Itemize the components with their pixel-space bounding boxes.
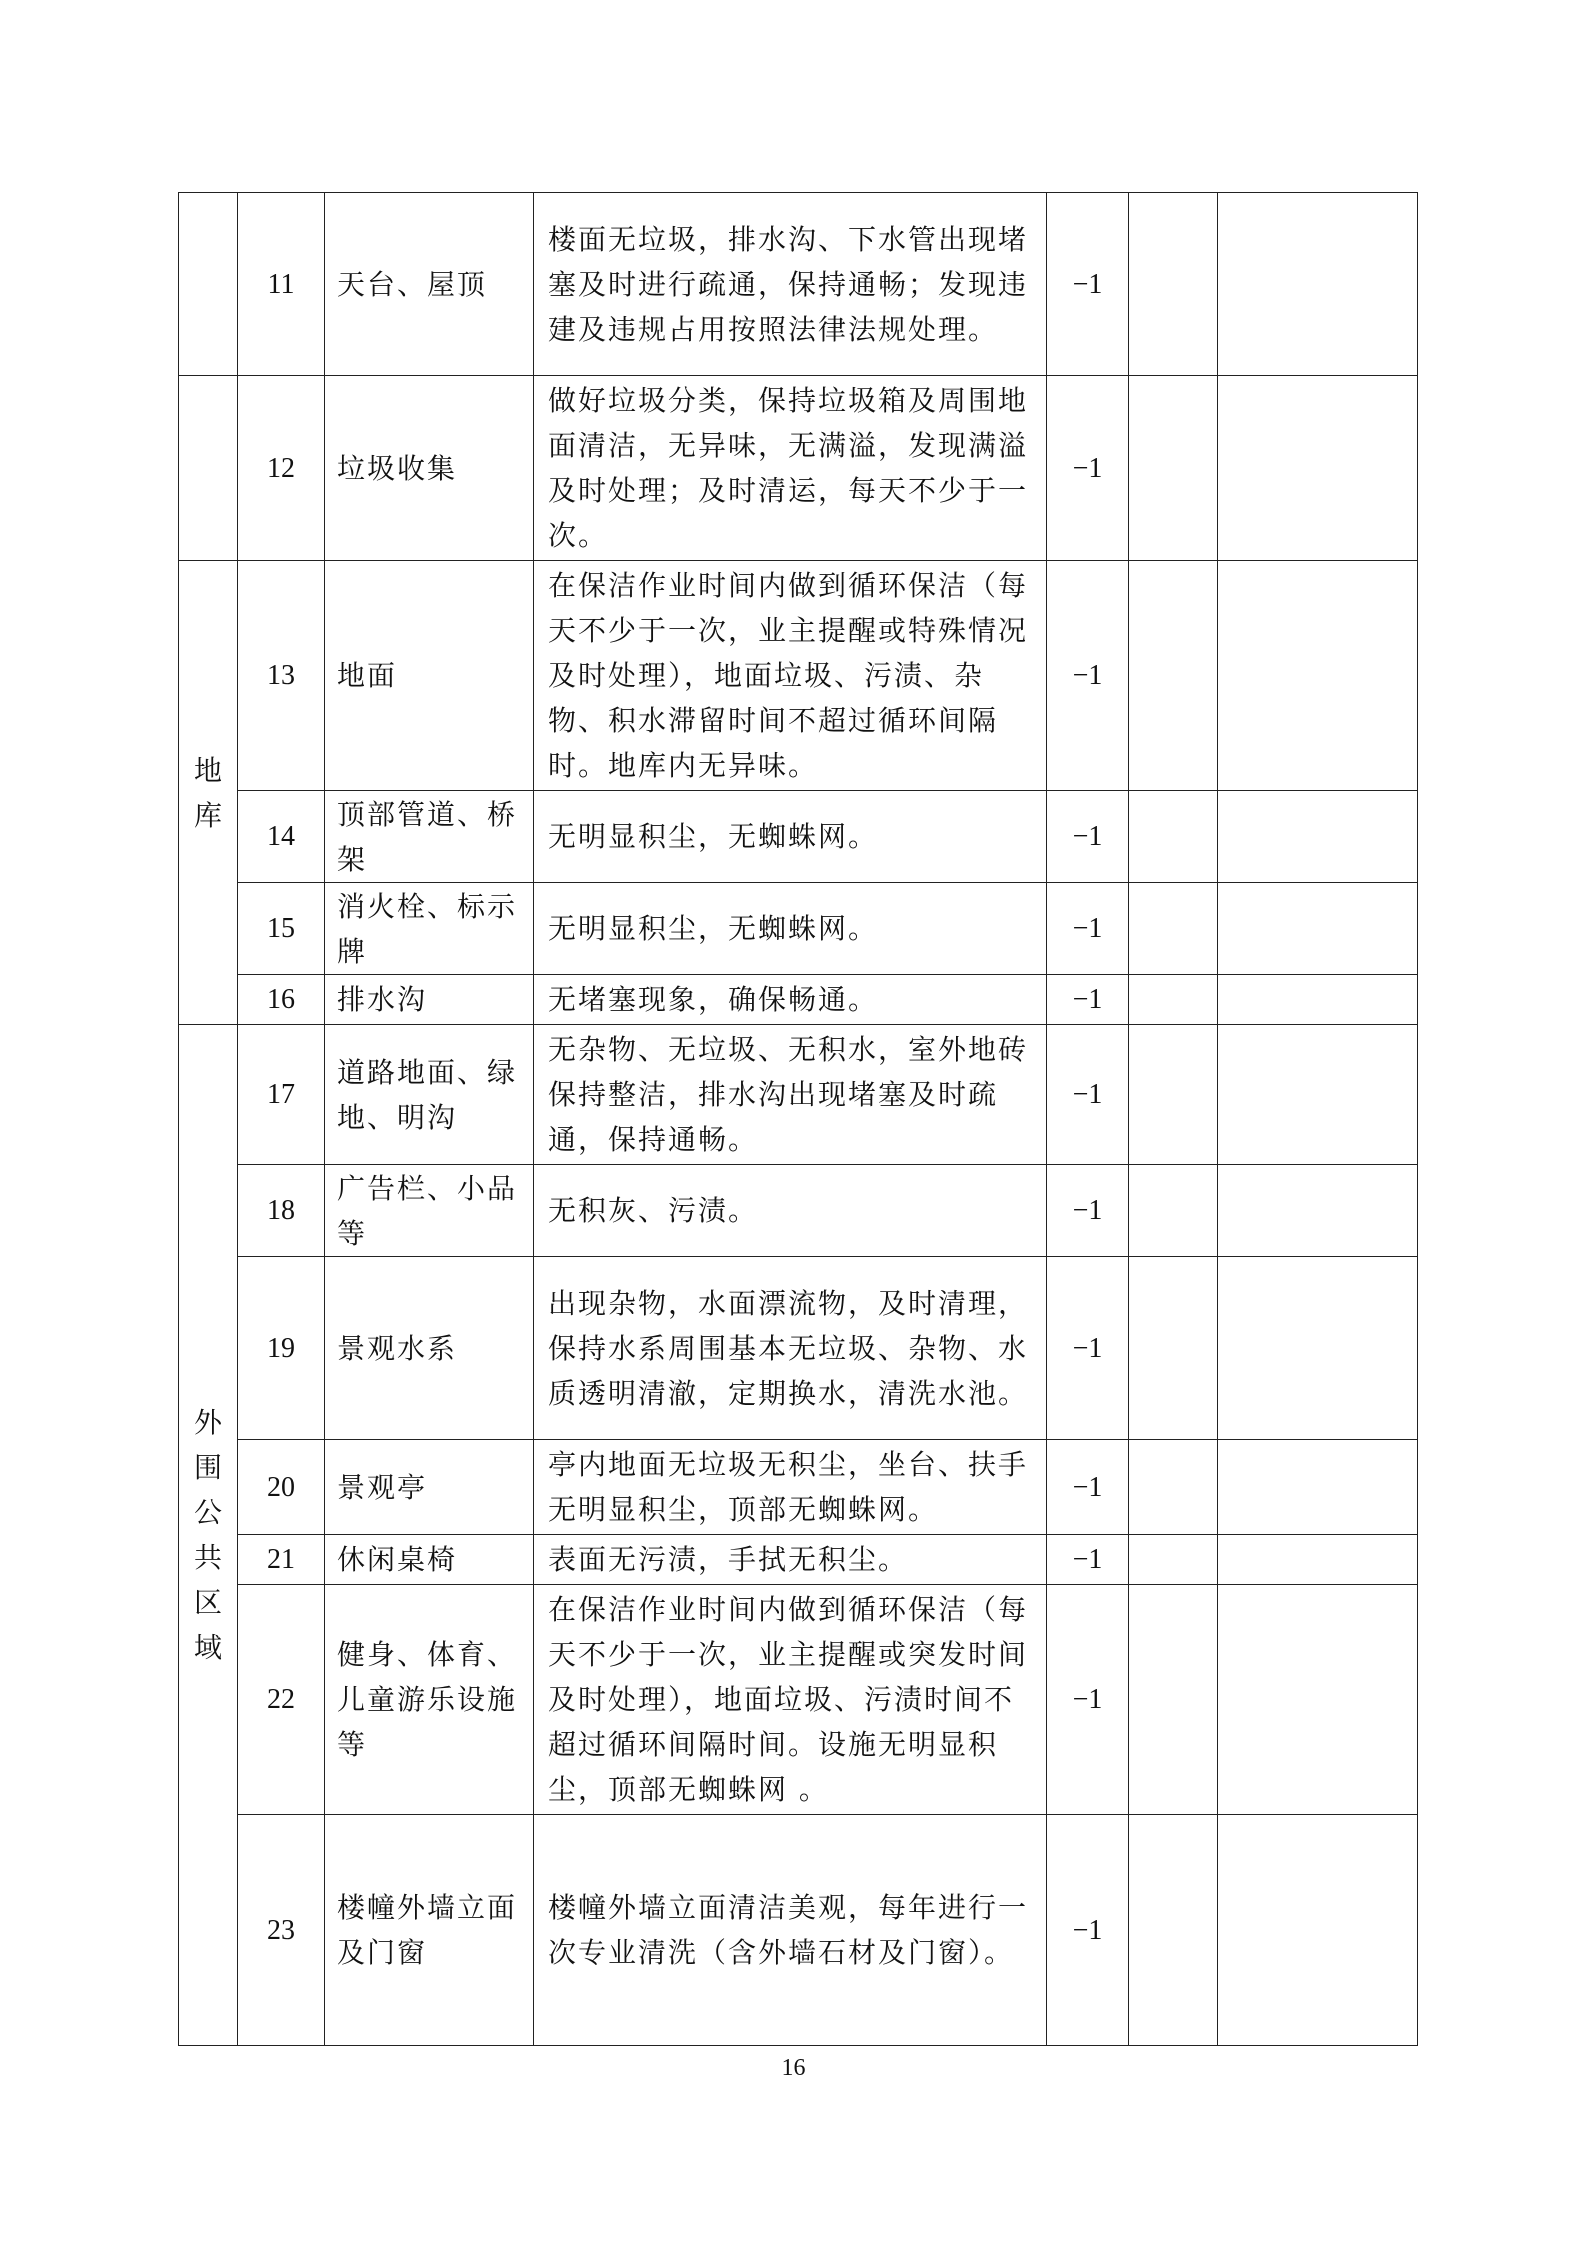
item-name: 景观水系 bbox=[325, 1257, 534, 1440]
empty-cell bbox=[1218, 1165, 1418, 1257]
table-row bbox=[179, 193, 1418, 376]
row-number: 15 bbox=[238, 883, 325, 975]
row-number: 12 bbox=[238, 376, 325, 561]
empty-cell bbox=[1218, 883, 1418, 975]
empty-cell bbox=[1129, 1165, 1218, 1257]
requirement: 无明显积尘，无蜘蛛网。 bbox=[534, 883, 1047, 975]
empty-cell bbox=[1129, 1585, 1218, 1815]
empty-cell bbox=[1129, 1025, 1218, 1165]
empty-cell bbox=[1129, 1815, 1218, 2046]
empty-cell bbox=[1129, 561, 1218, 791]
row-number: 14 bbox=[238, 791, 325, 883]
requirement: 楼面无垃圾，排水沟、下水管出现堵塞及时进行疏通，保持通畅；发现违建及违规占用按照法律法规处理。 bbox=[534, 193, 1047, 376]
table-row bbox=[179, 883, 1418, 975]
empty-cell bbox=[1218, 791, 1418, 883]
table-row bbox=[179, 1165, 1418, 1257]
item-name: 消火栓、标示牌 bbox=[325, 883, 534, 975]
item-name: 道路地面、绿地、明沟 bbox=[325, 1025, 534, 1165]
requirement: 表面无污渍，手拭无积尘。 bbox=[534, 1535, 1047, 1585]
deduction: −1 bbox=[1047, 883, 1129, 975]
requirement: 亭内地面无垃圾无积尘，坐台、扶手无明显积尘，顶部无蜘蛛网。 bbox=[534, 1440, 1047, 1535]
requirement: 无杂物、无垃圾、无积水，室外地砖保持整洁，排水沟出现堵塞及时疏通，保持通畅。 bbox=[534, 1025, 1047, 1165]
requirement: 无堵塞现象，确保畅通。 bbox=[534, 975, 1047, 1025]
deduction: −1 bbox=[1047, 791, 1129, 883]
row-number: 20 bbox=[238, 1440, 325, 1535]
page-number: 16 bbox=[781, 2055, 806, 2081]
deduction: −1 bbox=[1047, 1165, 1129, 1257]
empty-cell bbox=[1129, 883, 1218, 975]
item-name: 景观亭 bbox=[325, 1440, 534, 1535]
row-number: 18 bbox=[238, 1165, 325, 1257]
deduction: −1 bbox=[1047, 1025, 1129, 1165]
row-number: 19 bbox=[238, 1257, 325, 1440]
row-number: 21 bbox=[238, 1535, 325, 1585]
empty-cell bbox=[1218, 376, 1418, 561]
deduction: −1 bbox=[1047, 1585, 1129, 1815]
item-name: 楼幢外墙立面及门窗 bbox=[325, 1815, 534, 2046]
row-number: 17 bbox=[238, 1025, 325, 1165]
empty-cell bbox=[1218, 1257, 1418, 1440]
standards-table bbox=[178, 192, 1418, 2046]
area-cell bbox=[179, 1025, 238, 2046]
row-number: 22 bbox=[238, 1585, 325, 1815]
empty-cell bbox=[1129, 376, 1218, 561]
table-row bbox=[179, 791, 1418, 883]
deduction: −1 bbox=[1047, 1815, 1129, 2046]
row-number: 13 bbox=[238, 561, 325, 791]
requirement: 无积灰、污渍。 bbox=[534, 1165, 1047, 1257]
table-row bbox=[179, 561, 1418, 791]
empty-cell bbox=[1218, 1440, 1418, 1535]
item-name: 地面 bbox=[325, 561, 534, 791]
empty-cell bbox=[1218, 1815, 1418, 2046]
table-row bbox=[179, 975, 1418, 1025]
item-name: 排水沟 bbox=[325, 975, 534, 1025]
deduction: −1 bbox=[1047, 1257, 1129, 1440]
table-row bbox=[179, 1585, 1418, 1815]
item-name: 健身、体育、儿童游乐设施等 bbox=[325, 1585, 534, 1815]
empty-cell bbox=[1218, 1585, 1418, 1815]
deduction: −1 bbox=[1047, 193, 1129, 376]
empty-cell bbox=[1129, 193, 1218, 376]
item-name: 垃圾收集 bbox=[325, 376, 534, 561]
empty-cell bbox=[1218, 1535, 1418, 1585]
row-number: 23 bbox=[238, 1815, 325, 2046]
area-label: 外围公共区域 bbox=[193, 1406, 222, 1664]
deduction: −1 bbox=[1047, 975, 1129, 1025]
empty-cell bbox=[1218, 1025, 1418, 1165]
table-row bbox=[179, 1535, 1418, 1585]
empty-cell bbox=[1218, 193, 1418, 376]
empty-cell bbox=[1218, 561, 1418, 791]
row-number: 16 bbox=[238, 975, 325, 1025]
item-name: 天台、屋顶 bbox=[325, 193, 534, 376]
table-row bbox=[179, 376, 1418, 561]
requirement: 做好垃圾分类，保持垃圾箱及周围地面清洁，无异味，无满溢，发现满溢及时处理；及时清运，每天不少于一次。 bbox=[534, 376, 1047, 561]
area-cell bbox=[179, 376, 238, 561]
empty-cell bbox=[1129, 1440, 1218, 1535]
empty-cell bbox=[1218, 975, 1418, 1025]
requirement: 出现杂物，水面漂流物，及时清理，保持水系周围基本无垃圾、杂物、水质透明清澈，定期换水，清洗水池。 bbox=[534, 1257, 1047, 1440]
requirement: 在保洁作业时间内做到循环保洁（每天不少于一次，业主提醒或突发时间及时处理），地面垃圾、污渍时间不超过循环间隔时间。设施无明显积尘，顶部无蜘蛛网 。 bbox=[534, 1585, 1047, 1815]
table-row bbox=[179, 1025, 1418, 1165]
table-row bbox=[179, 1815, 1418, 2046]
deduction: −1 bbox=[1047, 376, 1129, 561]
empty-cell bbox=[1129, 1257, 1218, 1440]
row-number: 11 bbox=[238, 193, 325, 376]
deduction: −1 bbox=[1047, 561, 1129, 791]
deduction: −1 bbox=[1047, 1535, 1129, 1585]
deduction: −1 bbox=[1047, 1440, 1129, 1535]
area-cell bbox=[179, 561, 238, 1025]
requirement: 无明显积尘，无蜘蛛网。 bbox=[534, 791, 1047, 883]
item-name: 顶部管道、桥架 bbox=[325, 791, 534, 883]
requirement: 楼幢外墙立面清洁美观，每年进行一次专业清洗（含外墙石材及门窗）。 bbox=[534, 1815, 1047, 2046]
empty-cell bbox=[1129, 1535, 1218, 1585]
area-label: 地库 bbox=[193, 753, 222, 832]
requirement: 在保洁作业时间内做到循环保洁（每天不少于一次，业主提醒或特殊情况及时处理），地面垃圾、污渍、杂物、积水滞留时间不超过循环间隔时。地库内无异味。 bbox=[534, 561, 1047, 791]
empty-cell bbox=[1129, 975, 1218, 1025]
area-cell bbox=[179, 193, 238, 376]
table-row bbox=[179, 1257, 1418, 1440]
empty-cell bbox=[1129, 791, 1218, 883]
table-row bbox=[179, 1440, 1418, 1535]
item-name: 广告栏、小品等 bbox=[325, 1165, 534, 1257]
item-name: 休闲桌椅 bbox=[325, 1535, 534, 1585]
